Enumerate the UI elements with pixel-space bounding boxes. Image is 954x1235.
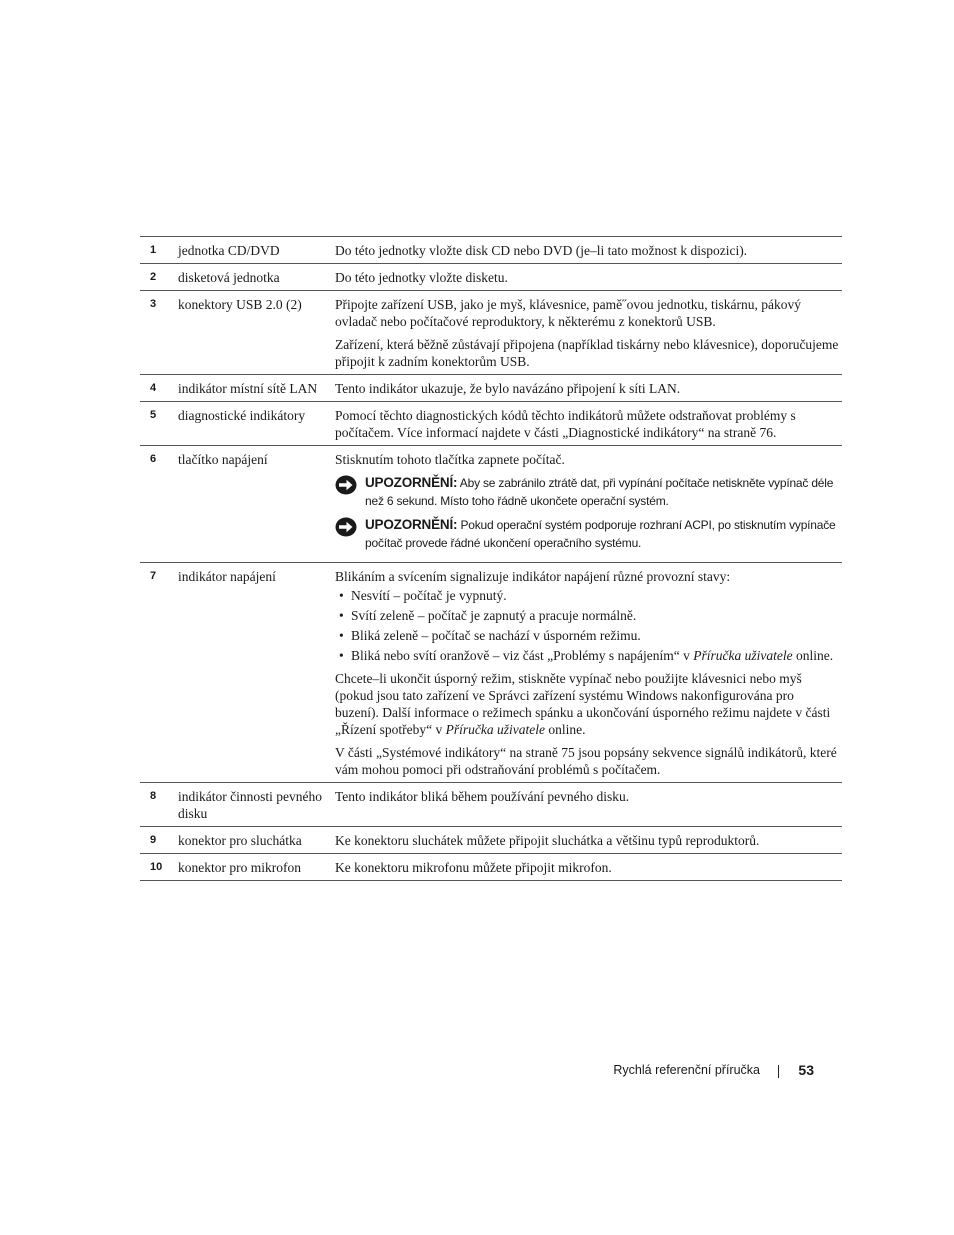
notice-text: [365, 516, 840, 552]
table-row: [140, 563, 842, 783]
table-row: [140, 291, 842, 375]
footer-divider: [778, 1065, 779, 1078]
table-row: [140, 783, 842, 827]
component-name: konektor pro sluchátka: [178, 833, 302, 848]
row-number: 4: [150, 382, 157, 394]
notice: [335, 516, 840, 552]
notice-body: Aby se zabránilo ztrátě dat, při vypínání počítače netiskněte vypínač déle než 6 sekund. Místo toho řádně ukončete operační systém.: [365, 476, 834, 508]
list-item: • Bliká zeleně – počítač se nachází v úsporném režimu.: [335, 627, 840, 644]
component-description: [335, 380, 842, 397]
component-name: konektor pro mikrofon: [178, 860, 301, 875]
notice-label: UPOZORNĚNÍ:: [365, 517, 458, 532]
list-item: • Bliká nebo svítí oranžově – viz část „Problémy s napájením“ v Příručka uživatele online.: [335, 647, 840, 664]
footer-title: Rychlá referenční příručka: [613, 1063, 760, 1077]
row-number: 7: [150, 570, 157, 582]
description-text: Chcete–li ukončit úsporný režim, stiskněte vypínač nebo použijte klávesnici nebo myš (pokud jsou tato zařízení ve Správci zařízení systému Windows nakonfigurována pro buzení). Další informace o režimech spánku a ukončování úsporného režimu najdete v části „Řízení spotřeby“ v Příručka uživatele online.: [335, 671, 831, 737]
component-description: [335, 269, 842, 286]
component-name: tlačítko napájení: [178, 452, 268, 467]
row-number: 9: [150, 834, 157, 846]
component-name: indikátor místní sítě LAN: [178, 381, 318, 396]
table-row: [140, 237, 842, 264]
component-name: indikátor činnosti pevného disku: [178, 789, 322, 821]
description-text: Pomocí těchto diagnostických kódů těchto indikátorů můžete odstraňovat problémy s počítačem. Více informací najdete v části „Diagnostické indikátory“ na straně 76.: [335, 408, 796, 440]
description-text: Ke konektoru sluchátek můžete připojit sluchátka a většinu typů reproduktorů.: [335, 833, 760, 848]
table-row: [140, 854, 842, 881]
row-number: 3: [150, 298, 157, 310]
row-number: 1: [150, 244, 157, 256]
description-text: Do této jednotky vložte disketu.: [335, 270, 508, 285]
manual-reference: Příručka uživatele: [693, 648, 793, 663]
status-list: [335, 587, 840, 664]
description-text: Připojte zařízení USB, jako je myš, klávesnice, pamě˝ovou jednotku, tiskárnu, pákový ovladač nebo počítačové reproduktory, k některému z konektorů USB.: [335, 297, 802, 329]
component-description: [335, 451, 842, 558]
description-text: Tento indikátor ukazuje, že bylo navázáno připojení k síti LAN.: [335, 381, 681, 396]
row-number: 10: [150, 861, 163, 873]
table-row: [140, 446, 842, 563]
component-name: indikátor napájení: [178, 569, 276, 584]
component-name: jednotka CD/DVD: [178, 243, 280, 258]
table-row: [140, 375, 842, 402]
description-text: V části „Systémové indikátory“ na straně 75 jsou popsány sekvence signálů indikátorů, které vám mohou pomoci při odstraňování problémů s počítačem.: [335, 745, 837, 777]
component-name: disketová jednotka: [178, 270, 280, 285]
component-description: [335, 568, 842, 778]
notice-text: [365, 474, 840, 510]
component-description: [335, 788, 842, 822]
notice-label: UPOZORNĚNÍ:: [365, 475, 458, 490]
table-row: [140, 827, 842, 854]
component-description: [335, 407, 842, 441]
description-text: Do této jednotky vložte disk CD nebo DVD (je–li tato možnost k dispozici).: [335, 243, 748, 258]
list-item: • Svítí zeleně – počítač je zapnutý a pracuje normálně.: [335, 607, 840, 624]
notice-arrow-icon: [335, 516, 365, 552]
page-footer: [560, 1061, 814, 1081]
list-item: • Nesvítí – počítač je vypnutý.: [335, 587, 840, 604]
description-text: Tento indikátor bliká během používání pevného disku.: [335, 789, 630, 804]
row-number: 5: [150, 409, 157, 421]
component-description: [335, 296, 842, 370]
manual-reference: Příručka uživatele: [445, 722, 545, 737]
description-text: Zařízení, která běžně zůstávají připojena (například tiskárny nebo klávesnice), doporučujeme připojit k zadním konektorům USB.: [335, 337, 839, 369]
component-table: [140, 236, 842, 881]
component-name: diagnostické indikátory: [178, 408, 306, 423]
description-text: Ke konektoru mikrofonu můžete připojit mikrofon.: [335, 860, 612, 875]
notice-arrow-icon: [335, 474, 365, 510]
component-description: [335, 832, 842, 849]
table-row: [140, 402, 842, 446]
row-number: 2: [150, 271, 157, 283]
component-description: [335, 859, 842, 876]
description-text: Blikáním a svícením signalizuje indikátor napájení různé provozní stavy:: [335, 569, 731, 584]
row-number: 6: [150, 453, 157, 465]
notice-body: Pokud operační systém podporuje rozhraní ACPI, po stisknutím vypínače počítač provede řádné ukončení operačního systému.: [365, 518, 836, 550]
component-description: [335, 242, 842, 259]
table-row: [140, 264, 842, 291]
notice: [335, 474, 840, 510]
component-name: konektory USB 2.0 (2): [178, 297, 302, 312]
description-text: Stisknutím tohoto tlačítka zapnete počítač.: [335, 452, 565, 467]
row-number: 8: [150, 790, 157, 802]
page-number: 53: [798, 1062, 814, 1078]
